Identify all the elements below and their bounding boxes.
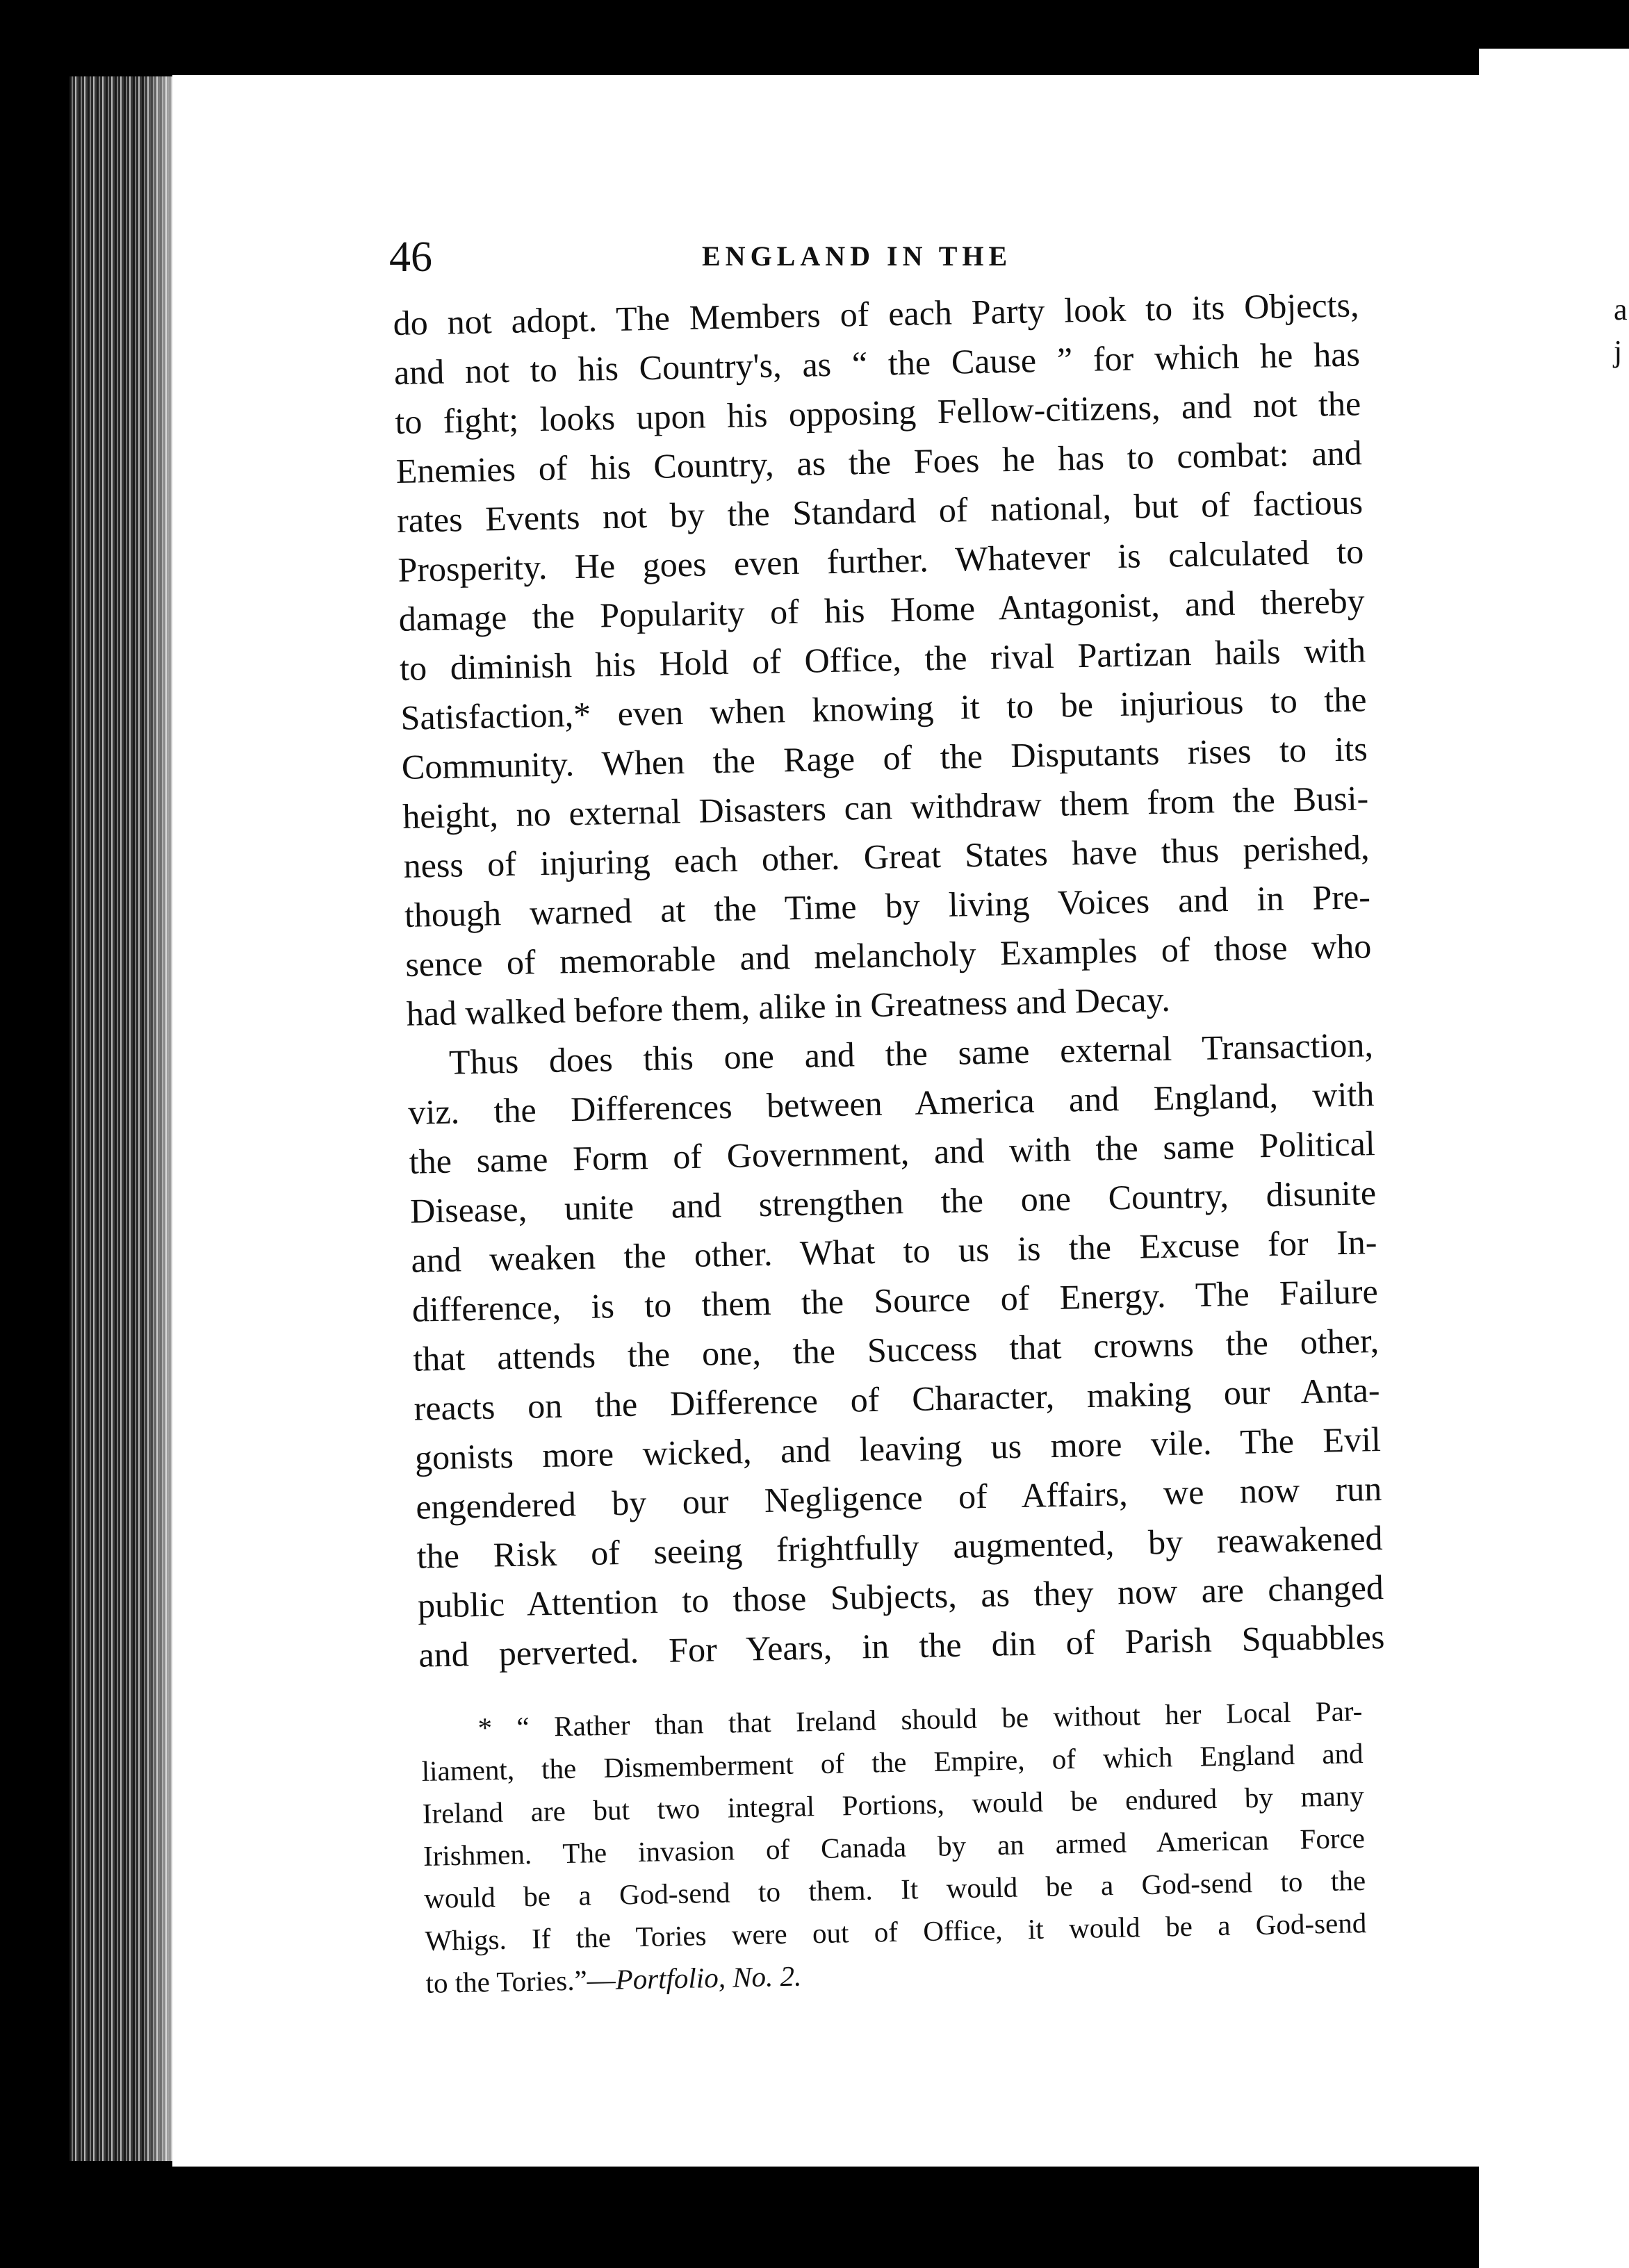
page-edge-shadow	[142, 76, 191, 2161]
text-line: that attends the one, the Success that crowns the other,	[412, 1321, 1380, 1379]
footnote-line: Irishmen. The invasion of Canada by an armed American Force	[423, 1821, 1366, 1872]
text-line: though warned at the Time by living Voices and in Pre-	[404, 877, 1371, 935]
text-line: and not to his Country's, as “ the Cause ” for which he has	[393, 334, 1361, 392]
footnote-line: Ireland are but two integral Portions, would be endured by many	[422, 1779, 1365, 1830]
text-line: damage the Popularity of his Home Antagonist, and thereby	[398, 581, 1366, 639]
page-header	[389, 233, 1432, 281]
text-line: to diminish his Hold of Office, the rival Partizan hails with	[399, 630, 1366, 688]
footnote-line: * “ Rather than that Ireland should be without her Local Par-	[477, 1694, 1363, 1744]
footnote-line: Whigs. If the Tories were out of Office, it would be a God-send	[424, 1906, 1367, 1957]
text-line: rates Events not by the Standard of national, but of factious	[396, 482, 1364, 540]
text-line: Prosperity. He goes even further. Whatever is calculated to	[397, 532, 1364, 589]
footnote-text: to the Tories.”—	[425, 1963, 616, 1999]
body-text	[393, 280, 1385, 1679]
text-line: ness of injuring each other. Great States have thus perished,	[403, 828, 1370, 885]
footnote-line: liament, the Dismemberment of the Empire, of which England and	[421, 1736, 1364, 1787]
text-line: public Attention to those Subjects, as they now are changed	[417, 1567, 1384, 1625]
text-line: had walked before them, alike in Greatness and Decay.	[406, 979, 1171, 1033]
footnote-line: would be a God-send to them. It would be a God-send to the	[423, 1864, 1366, 1914]
page-number: 46	[389, 233, 432, 281]
footnote-source-ref: , No. 2.	[718, 1959, 802, 1994]
text-line: and weaken the other. What to us is the Excuse for In-	[411, 1222, 1377, 1280]
text-line: do not adopt. The Members of each Party look to its Objects,	[393, 285, 1359, 343]
text-line: the same Form of Government, and with the same Political	[409, 1124, 1376, 1181]
text-line: to fight; looks upon his opposing Fellow-citizens, and not the	[394, 384, 1361, 441]
text-line: height, no external Disasters can withdraw them from the Busi-	[402, 778, 1369, 836]
paragraph	[393, 280, 1373, 1038]
text-line: viz. the Differences between America and England, with	[407, 1074, 1375, 1132]
text-line: sence of memorable and melancholy Examples of those who	[404, 926, 1372, 984]
text-line: reacts on the Difference of Character, making our Anta-	[414, 1370, 1380, 1428]
footnote-source-title: Portfolio	[615, 1961, 719, 1996]
text-line: Enemies of his Country, as the Foes he has to combat: and	[395, 433, 1363, 491]
footnote	[420, 1690, 1368, 2005]
text-line: and perverted. For Years, in the din of Parish Squabbles	[418, 1616, 1385, 1675]
text-line: Disease, unite and strengthen the one Country, disunite	[409, 1173, 1377, 1231]
adjacent-page-mark: a	[1614, 293, 1628, 327]
running-head: ENGLAND IN THE	[702, 240, 1013, 272]
paragraph	[407, 1020, 1384, 1680]
text-line: the Risk of seeing frightfully augmented, by reawakened	[416, 1518, 1384, 1576]
text-line: Satisfaction,* even when knowing it to be injurious to the	[400, 680, 1367, 737]
text-line: Thus does this one and the same external Transaction,	[448, 1025, 1374, 1082]
text-line: gonists more wicked, and leaving us more vile. The Evil	[414, 1420, 1382, 1477]
text-line: difference, is to them the Source of Energy. The Failure	[411, 1272, 1379, 1329]
adjacent-page-mark: j	[1614, 334, 1623, 368]
text-line: engendered by our Negligence of Affairs, we now run	[415, 1469, 1382, 1527]
adjacent-page	[1479, 49, 1629, 2268]
text-line: Community. When the Rage of the Disputants rises to its	[401, 729, 1368, 787]
